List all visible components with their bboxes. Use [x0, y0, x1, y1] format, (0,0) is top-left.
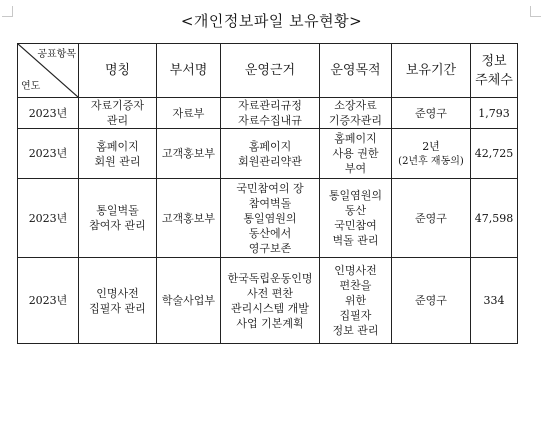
cell-basis-line: 한국독립운동인명 [227, 271, 313, 285]
header-diag-bottom-label: 연도 [21, 81, 41, 92]
header-count-line-1: 정보 [481, 53, 507, 69]
cell-name-line: 인명사전 [96, 286, 139, 300]
cell-basis-line: 사업 기본계획 [236, 316, 304, 330]
cell-purpose-line: 인명사전 [334, 264, 377, 277]
cell-basis [221, 179, 320, 258]
table-header-row [18, 44, 518, 98]
cell-basis-line: 회원관리약관 [238, 154, 302, 168]
cell-name [79, 258, 157, 344]
cell-purpose-line: 소장자료 [334, 99, 377, 112]
cell-name [79, 129, 157, 179]
cell-basis-line: 자료수집내규 [238, 114, 302, 127]
cell-purpose [320, 179, 392, 258]
header-dept: 부서명 [157, 44, 221, 98]
header-period: 보유기간 [392, 44, 471, 98]
cell-name-line: 집필자 관리 [89, 301, 146, 315]
cell-name-line: 관리 [106, 114, 129, 127]
cell-dept: 고객홍보부 [157, 129, 221, 179]
cell-purpose [320, 98, 392, 129]
cell-basis-line: 자료관리규정 [238, 99, 302, 112]
cell-period-line: (2년후 재동의) [398, 155, 464, 167]
cell-purpose-line: 사용 권한 [332, 147, 379, 160]
cell-purpose [320, 129, 392, 179]
cell-basis-line: 국민참여의 장 [236, 181, 304, 195]
cell-purpose-line: 집필자 [339, 309, 372, 322]
cell-basis-line: 사전 편찬 [246, 286, 293, 300]
header-count [471, 44, 518, 98]
cell-name-line: 통일벽돌 [96, 204, 139, 217]
cell-dept: 고객홍보부 [157, 179, 221, 258]
cell-basis-line: 관리시스템 개발 [231, 301, 309, 315]
privacy-file-table [17, 43, 518, 344]
cell-basis-line: 홈페이지 [248, 139, 292, 153]
cell-period [392, 129, 471, 179]
cell-purpose [320, 258, 392, 344]
table-row [18, 129, 518, 179]
cell-count: 1,793 [471, 98, 518, 129]
cell-name-line: 참여자 관리 [89, 219, 146, 232]
cell-name-line: 회원 관리 [94, 154, 141, 168]
cell-year: 2023년 [18, 129, 79, 179]
cell-purpose-line: 편찬을 [339, 279, 372, 292]
cell-purpose-line: 홈페이지 [334, 132, 377, 145]
cell-period-line: 준영구 [415, 211, 447, 225]
header-basis: 운영근거 [221, 44, 320, 98]
cell-purpose-line: 정보 관리 [332, 324, 379, 337]
cell-year: 2023년 [18, 258, 79, 344]
cell-year: 2023년 [18, 98, 79, 129]
cell-basis-line: 통일염원의 [243, 211, 297, 225]
cell-purpose-line: 위한 [344, 294, 367, 307]
cell-period [392, 179, 471, 258]
cell-count: 47,598 [471, 179, 518, 258]
cell-dept: 학술사업부 [157, 258, 221, 344]
table-row [18, 179, 518, 258]
cell-count: 42,725 [471, 129, 518, 179]
cell-name [79, 98, 157, 129]
header-count-line-2: 주체수 [475, 72, 513, 88]
cell-period [392, 98, 471, 129]
header-diagonal-cell [18, 44, 79, 98]
cell-period [392, 258, 471, 344]
cell-name [79, 179, 157, 258]
cell-purpose-line: 통일염원의 [328, 189, 383, 202]
cell-purpose-line: 벽돌 관리 [332, 234, 379, 247]
cell-purpose-line: 동산 [344, 204, 367, 217]
cell-year: 2023년 [18, 179, 79, 258]
cell-period-line: 준영구 [415, 294, 447, 307]
header-diag-top-label: 공표항목 [37, 49, 76, 60]
table-row [18, 98, 518, 129]
cell-basis-line: 참여벽돌 [248, 196, 292, 210]
cell-dept: 자료부 [157, 98, 221, 129]
cell-basis [221, 98, 320, 129]
cell-name-line: 홈페이지 [96, 139, 139, 153]
cell-purpose-line: 국민참여 [334, 219, 377, 232]
cell-purpose-line: 기증자관리 [328, 114, 383, 127]
cell-basis [221, 258, 320, 344]
header-name: 명칭 [79, 44, 157, 98]
cell-basis-line: 영구보존 [248, 241, 292, 255]
document-title: <개인정보파일 보유현황> [180, 12, 363, 30]
cell-period-line: 준영구 [415, 106, 447, 120]
header-purpose: 운영목적 [320, 44, 392, 98]
cell-basis [221, 129, 320, 179]
cell-purpose-line: 부여 [344, 162, 367, 175]
cell-period-line: 2년 [422, 139, 440, 153]
cell-name-line: 자료기증자 [90, 99, 145, 112]
table-row [18, 258, 518, 344]
cell-count: 334 [471, 258, 518, 344]
cell-basis-line: 동산에서 [248, 226, 292, 240]
